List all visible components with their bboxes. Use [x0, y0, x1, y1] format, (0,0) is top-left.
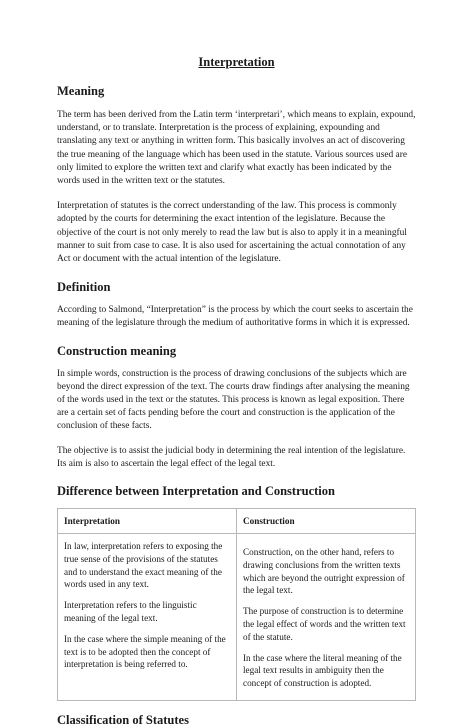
heading-classification: Classification of Statutes: [57, 713, 189, 728]
meaning-paragraph-2: Interpretation of statutes is the correct understanding of the law. This process is commonly adopted by the courts for determining the exact intention of the legislature. Because the objective of the court is not only merely to read the law but is also to apply it in a meaningful manner to suit from case to case. It is also used for ascertaining the actual connotation of any Act or document with the actual intention of the legislature.: [57, 201, 407, 265]
construction-paragraph-1: In simple words, construction is the process of drawing conclusions of the subjects which are beyond the direct expression of the text. The courts draw findings after analysing the meaning of the words used in the text or the statutes. This process is known as legal exposition. There are a certain set of facts pending before the court and construction is the application of the conclusion of these facts.: [57, 368, 410, 432]
interpretation-point-1: In law, interpretation refers to exposing the true sense of the provisions of the statutes and to understand the exact meaning of the words used in any text.: [64, 541, 223, 590]
table-cell-interpretation: [58, 534, 237, 701]
construction-point-2: The purpose of construction is to determine the legal effect of words and the written text of the statute.: [243, 606, 406, 642]
meaning-paragraph-1: The term has been derived from the Latin term ‘interpretari’, which means to explain, expound, understand, or to translate. Interpretation is the process of explaining, expounding and translating any text or anything in written form. This basically involves an act of discovering the true meaning of the language which has been used in the statute. Various sources used are only limited to explore the written text and clarify what exactly has been indicated by the words used in the written text or the statutes.: [57, 110, 416, 187]
heading-difference: Difference between Interpretation and Construction: [57, 484, 335, 499]
difference-table: [57, 508, 416, 701]
construction-point-3: In the case where the literal meaning of the legal text results in ambiguity then the concept of construction is adopted.: [243, 652, 402, 689]
interpretation-point-2: Interpretation refers to the linguistic meaning of the legal text.: [64, 600, 197, 624]
page-title: Interpretation: [198, 55, 275, 69]
heading-meaning: Meaning: [57, 84, 105, 98]
definition-paragraph: According to Salmond, “Interpretation” is the process by which the court seeks to ascertain the meaning of the legislature through the medium of authoritative forms in which it is expressed.: [57, 305, 413, 329]
table-row: [58, 534, 416, 701]
heading-definition: Definition: [57, 280, 111, 295]
construction-point-1: Construction, on the other hand, refers to drawing conclusions from the written texts which are beyond the outright expression of the legal text.: [243, 547, 405, 596]
table-header-construction: Construction: [237, 509, 416, 534]
table-header-row: [58, 509, 416, 534]
table-cell-construction: [237, 534, 416, 701]
interpretation-point-3: In the case where the simple meaning of the text is to be adopted then the concept of interpretation is being referred to.: [64, 633, 226, 670]
table-header-interpretation: Interpretation: [58, 509, 237, 534]
heading-construction-meaning: Construction meaning: [57, 343, 177, 358]
construction-paragraph-2: The objective is to assist the judicial body in determining the real intention of the legislature. Its aim is also to ascertain the legal effect of the legal text.: [57, 445, 406, 469]
